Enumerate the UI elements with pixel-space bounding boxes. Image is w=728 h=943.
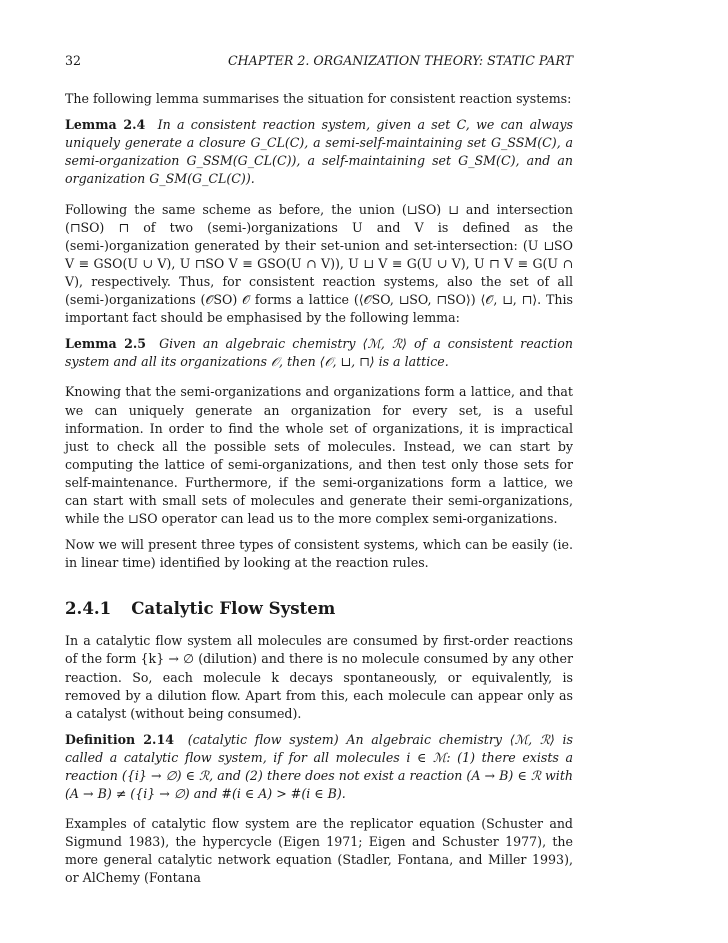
document-page — [65, 52, 573, 896]
lemma-2-5 — [65, 335, 573, 371]
page-number: 32 — [65, 53, 82, 68]
section-number: 2.4.1 — [65, 598, 112, 619]
lemma-2-4 — [65, 116, 573, 188]
section-heading — [65, 598, 573, 618]
paragraph-intro: The following lemma summarises the situation for consistent reaction systems: — [65, 91, 572, 107]
definition-2-14 — [65, 731, 573, 803]
paragraph-lattice: Following the same scheme as before, the union (⊔SO) ⊔ and intersection (⊓SO) ⊓ of two (semi-)organizations U and V is defined as the (semi-)organization generated by their set-union and set-intersection: (U ⊔SO V ≡ GSO(U ∪ V), U ⊓SO V ≡ GSO(U ∩ V)), U ⊔ V ≡ G(U ∪ V), U ⊓ V ≡ G(U ∩ V), respectively. Thus, for consistent reaction systems, also the set of all (semi-)organizations (𝒪SO) 𝒪 forms a lattice (⟨𝒪SO, ⊔SO, ⊓SO⟩) ⟨𝒪, ⊔, ⊓⟩. This important fact should be emphasised by the following lemma: — [65, 201, 573, 326]
running-head: CHAPTER 2. ORGANIZATION THEORY: STATIC PART — [228, 53, 573, 68]
paragraph-consistent-systems: Now we will present three types of consistent systems, which can be easily (ie. in linear time) identified by looking at the reaction rules. — [65, 537, 573, 571]
definition-text: (catalytic flow system) An algebraic chemistry ⟨ℳ, ℛ⟩ is called a catalytic flow system, if for all molecules i ∈ ℳ: (1) there exists a reaction ({i} → ∅) ∈ ℛ, and (2) there does not exist a reaction (A → B) ∈ ℛ with (A → B) ≠ ({i} → ∅) and #(i ∈ A) > #(i ∈ B). — [65, 731, 573, 802]
section-title: Catalytic Flow System — [131, 598, 336, 619]
definition-label: Definition 2.14 — [65, 731, 174, 747]
lemma-label: Lemma 2.4 — [65, 117, 146, 133]
lemma-label: Lemma 2.5 — [65, 336, 147, 352]
paragraph-semi-organizations: Knowing that the semi-organizations and organizations form a lattice, and that we can uniquely generate an organization for every set, is a useful information. In order to find the whole set of organizations, it is impractical just to check all the possible sets of molecules. Instead, we can start by computing the lattice of semi-organizations, and then test only those sets for self-maintenance. Furthermore, if the semi-organizations form a lattice, we can start with small sets of molecules and generate their semi-organizations, while the ⊔SO operator can lead us to the more complex semi-organizations. — [65, 384, 573, 527]
lemma-text: In a consistent reaction system, given a set C, we can always uniquely generate a closure G_CL(C), a semi-self-maintaining set G_SSM(C), a semi-organization G_SSM(G_CL(C)), a self-maintaining set G_SM(C), and an organization G_SM(G_CL(C)). — [65, 117, 573, 187]
paragraph-catalytic-flow: In a catalytic flow system all molecules are consumed by first-order reactions of the form {k} → ∅ (dilution) and there is no molecule consumed by any other reaction. So, each molecule k decays spontaneously, or equivalently, is removed by a dilution flow. Apart from this, each molecule can appear only as a catalyst (without being consumed). — [65, 633, 573, 721]
page-header — [65, 52, 573, 70]
paragraph-examples: Examples of catalytic flow system are the replicator equation (Schuster and Sigmund 1983), the hypercycle (Eigen 1971; Eigen and Schuster 1977), the more general catalytic network equation (Stadler, Fontana, and Miller 1993), or AlChemy (Fontana — [65, 816, 573, 886]
lemma-text: Given an algebraic chemistry ⟨ℳ, ℛ⟩ of a consistent reaction system and all its organizations 𝒪, then ⟨𝒪, ⊔, ⊓⟩ is a lattice. — [65, 336, 573, 370]
